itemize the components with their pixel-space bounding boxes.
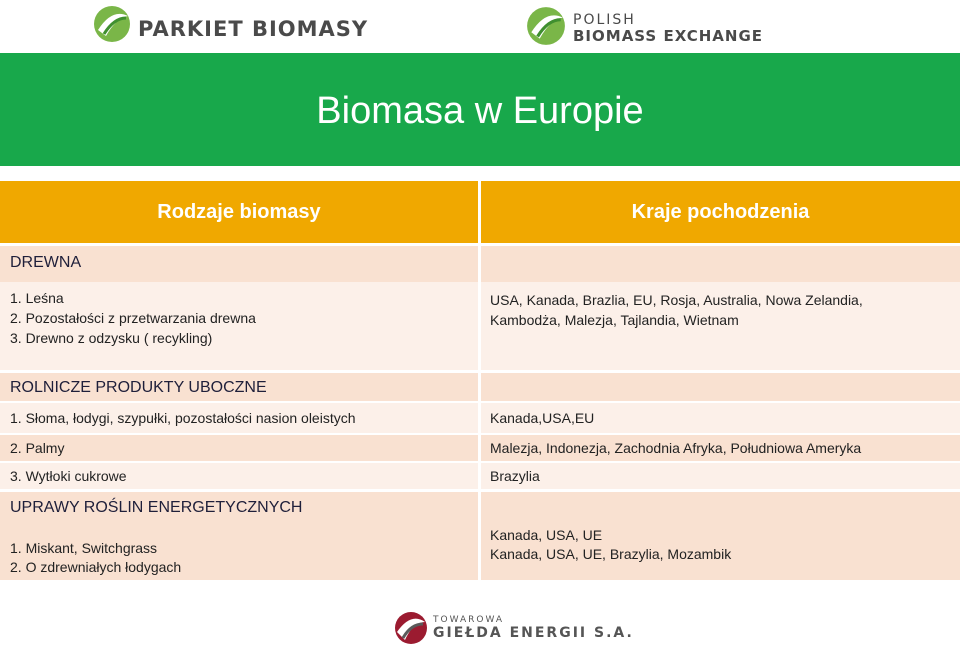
pbe-logo-line1: POLISH xyxy=(573,12,636,28)
header-types-label: Rodzaje biomasy xyxy=(157,200,321,223)
page-title: Biomasa w Europie xyxy=(316,90,644,132)
wood-item-3: 3. Drewno z odzysku ( recykling) xyxy=(10,330,213,346)
wood-items-bg xyxy=(0,282,478,370)
agri-row-3-origin-cell xyxy=(481,463,960,489)
wood-origins-line1: USA, Kanada, Brazlia, EU, Rosja, Australia, Nowa Zelandia, xyxy=(490,292,863,308)
tge-logo-line2: GIEŁDA ENERGII S.A. xyxy=(433,625,634,641)
title-banner xyxy=(0,53,960,166)
agri-title-origin-cell xyxy=(481,373,960,401)
polish-biomass-exchange-logo xyxy=(525,5,763,47)
agri-row-1-origin: Kanada,USA,EU xyxy=(490,410,595,426)
energy-origin-1: Kanada, USA, UE xyxy=(490,527,603,543)
tge-swirl-icon xyxy=(393,610,429,646)
wood-origins-line2: Kambodża, Malezja, Tajlandia, Wietnam xyxy=(490,312,739,328)
energy-origin-2: Kanada, USA, UE, Brazylia, Mozambik xyxy=(490,546,732,562)
energy-item-2: 2. O zdrewniałych łodygach xyxy=(10,559,182,575)
wood-section-title: DREWNA xyxy=(10,254,82,271)
pbe-logo-line2: BIOMASS EXCHANGE xyxy=(573,27,764,45)
agri-row-1-type: 1. Słoma, łodygi, szypułki, pozostałości nasion oleistych xyxy=(10,410,356,426)
energy-item-1: 1. Miskant, Switchgrass xyxy=(10,540,158,556)
agri-row-2-type: 2. Palmy xyxy=(10,440,65,456)
agri-row-2-origin: Malezja, Indonezja, Zachodnia Afryka, Południowa Ameryka xyxy=(490,440,862,456)
parkiet-logo-text: PARKIET BIOMASY xyxy=(138,17,369,41)
agri-row-3-type: 3. Wytłoki cukrowe xyxy=(10,468,127,484)
energy-section-title: UPRAWY ROŚLIN ENERGETYCZNYCH xyxy=(10,499,303,516)
wood-item-2: 2. Pozostałości z przetwarzania drewna xyxy=(10,310,256,326)
wood-item-1: 1. Leśna xyxy=(10,290,64,306)
header-types xyxy=(0,181,478,243)
leaf-logo-icon xyxy=(525,5,567,47)
agri-row-3-origin: Brazylia xyxy=(490,468,540,484)
header-origins xyxy=(481,181,960,243)
parkiet-biomasy-logo xyxy=(92,4,368,44)
tge-logo xyxy=(393,610,634,646)
header-origins-label: Kraje pochodzenia xyxy=(631,200,810,223)
tge-logo-line1: TOWAROWA xyxy=(433,615,505,625)
agri-row-2-type-cell xyxy=(0,435,478,461)
leaf-logo-icon xyxy=(92,4,132,44)
agri-section-title: ROLNICZE PRODUKTY UBOCZNE xyxy=(10,379,267,396)
